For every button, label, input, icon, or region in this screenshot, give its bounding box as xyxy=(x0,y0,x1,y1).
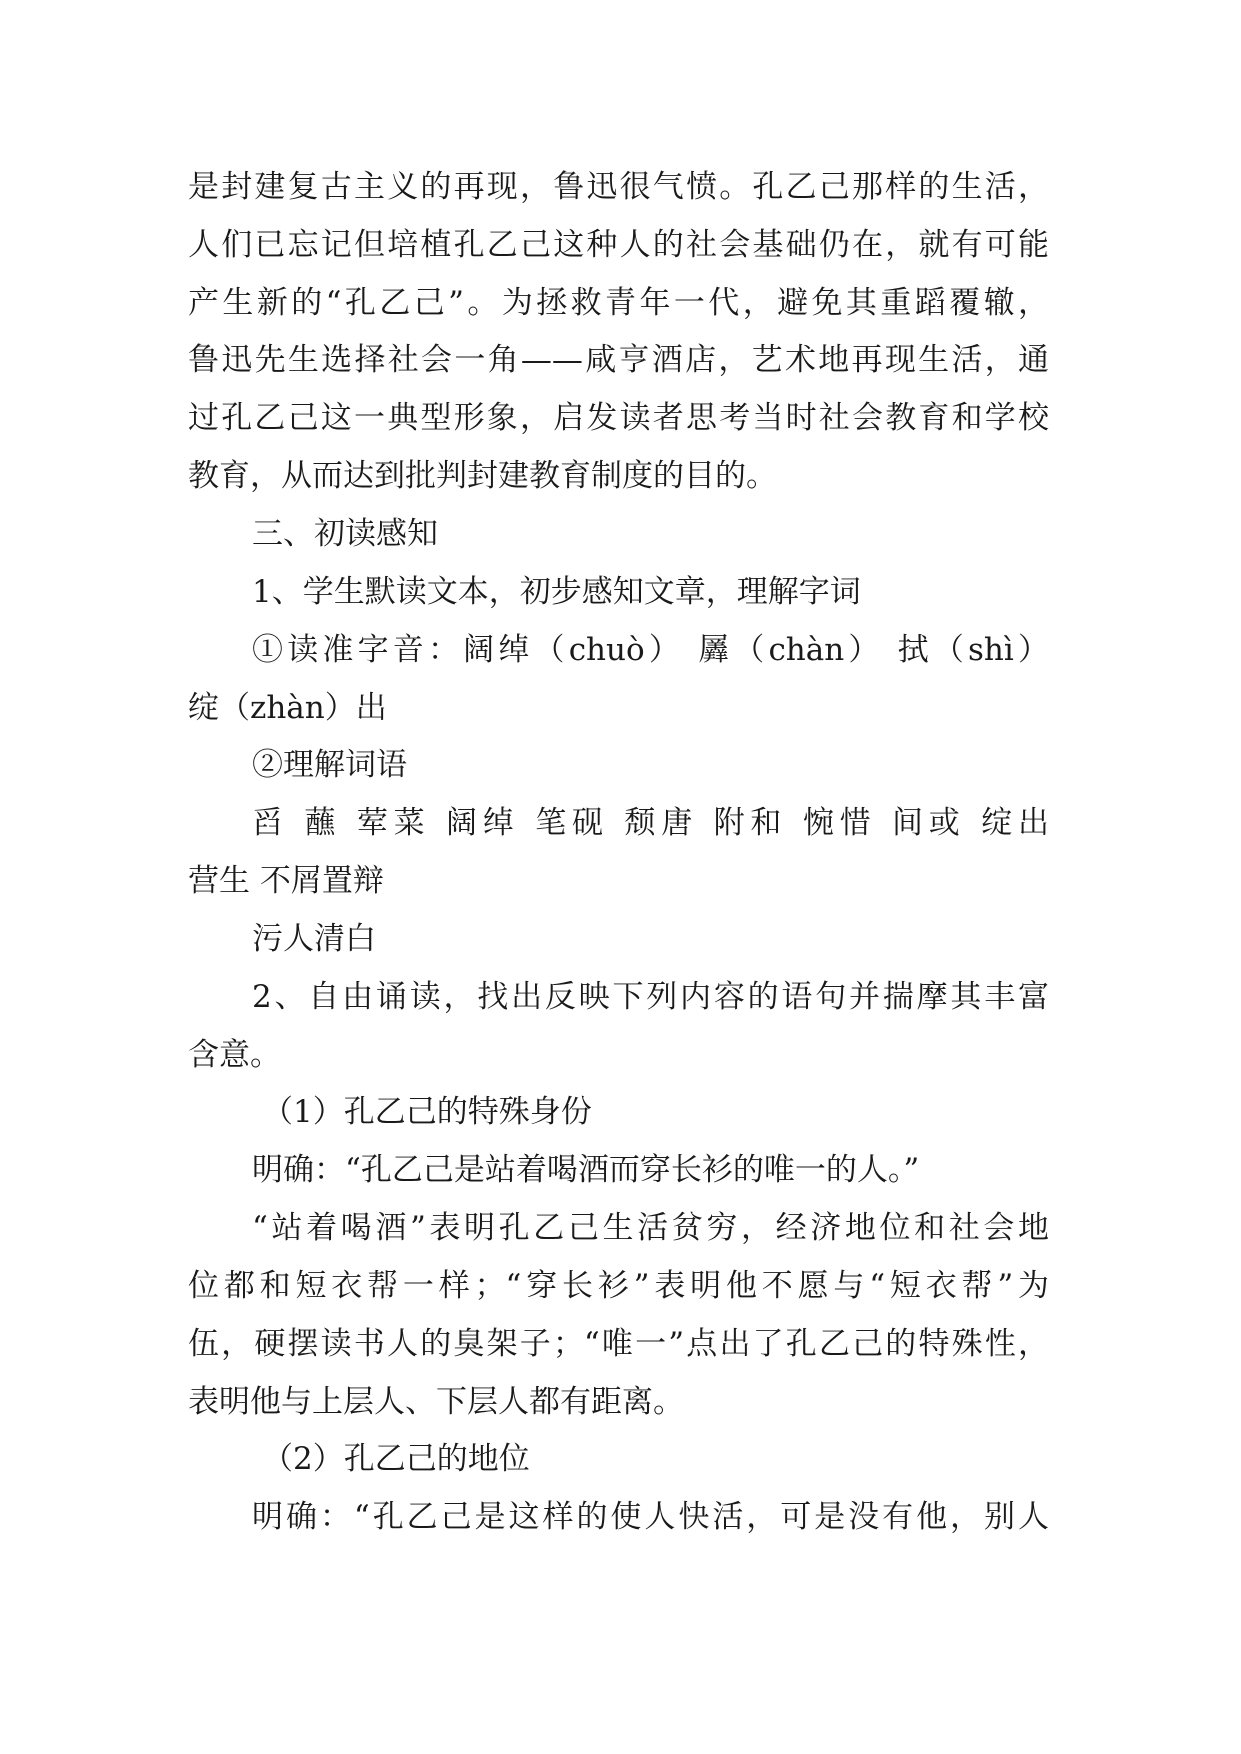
subheading: （2）孔乙己的地位 xyxy=(262,1441,530,1477)
paragraph-line: 2、自由诵读，找出反映下列内容的语句并揣摩其丰富 xyxy=(252,979,1049,1015)
vocabulary-line: 舀 蘸 荤菜 阔绰 笔砚 颓唐 附和 惋惜 间或 绽出 xyxy=(252,805,1049,841)
pronunciation-line: 绽（zhàn）出 xyxy=(188,690,387,726)
paragraph-line: 鲁迅先生选择社会一角——咸亨酒店，艺术地再现生活，通 xyxy=(188,342,1049,378)
paragraph-line: 过孔乙己这一典型形象，启发读者思考当时社会教育和学校 xyxy=(188,400,1049,436)
paragraph-line: 1、学生默读文本，初步感知文章，理解字词 xyxy=(252,574,861,610)
paragraph-line: 人们已忘记但培植孔乙己这种人的社会基础仍在，就有可能 xyxy=(188,227,1049,263)
paragraph-line: “站着喝酒”表明孔乙己生活贫穷，经济地位和社会地 xyxy=(252,1210,1049,1246)
subheading: （1）孔乙己的特殊身份 xyxy=(262,1094,592,1130)
paragraph-line: 教育，从而达到批判封建教育制度的目的。 xyxy=(188,458,777,494)
paragraph-line: 明确：“孔乙己是站着喝酒而穿长衫的唯一的人。” xyxy=(252,1152,920,1188)
paragraph-line: 位都和短衣帮一样；“穿长衫”表明他不愿与“短衣帮”为 xyxy=(188,1268,1049,1304)
paragraph-line: 表明他与上层人、下层人都有距离。 xyxy=(188,1384,684,1420)
vocabulary-line: 污人清白 xyxy=(252,921,376,957)
paragraph-line: 明确：“孔乙己是这样的使人快活，可是没有他，别人 xyxy=(252,1499,1049,1535)
paragraph-line: 伍，硬摆读书人的臭架子；“唯一”点出了孔乙己的特殊性， xyxy=(188,1326,1049,1362)
vocabulary-line: 营生 不屑置辩 xyxy=(188,863,384,899)
paragraph-line: 含意。 xyxy=(188,1037,281,1073)
pronunciation-line: ①读准字音：阔绰（chuò） 羼（chàn） 拭（shì） xyxy=(252,632,1049,668)
subheading: ②理解词语 xyxy=(252,747,407,783)
paragraph-line: 产生新的“孔乙己”。为拯救青年一代，避免其重蹈覆辙， xyxy=(188,285,1049,321)
section-heading: 三、初读感知 xyxy=(252,516,438,552)
paragraph-line: 是封建复古主义的再现，鲁迅很气愤。孔乙己那样的生活， xyxy=(188,169,1049,205)
